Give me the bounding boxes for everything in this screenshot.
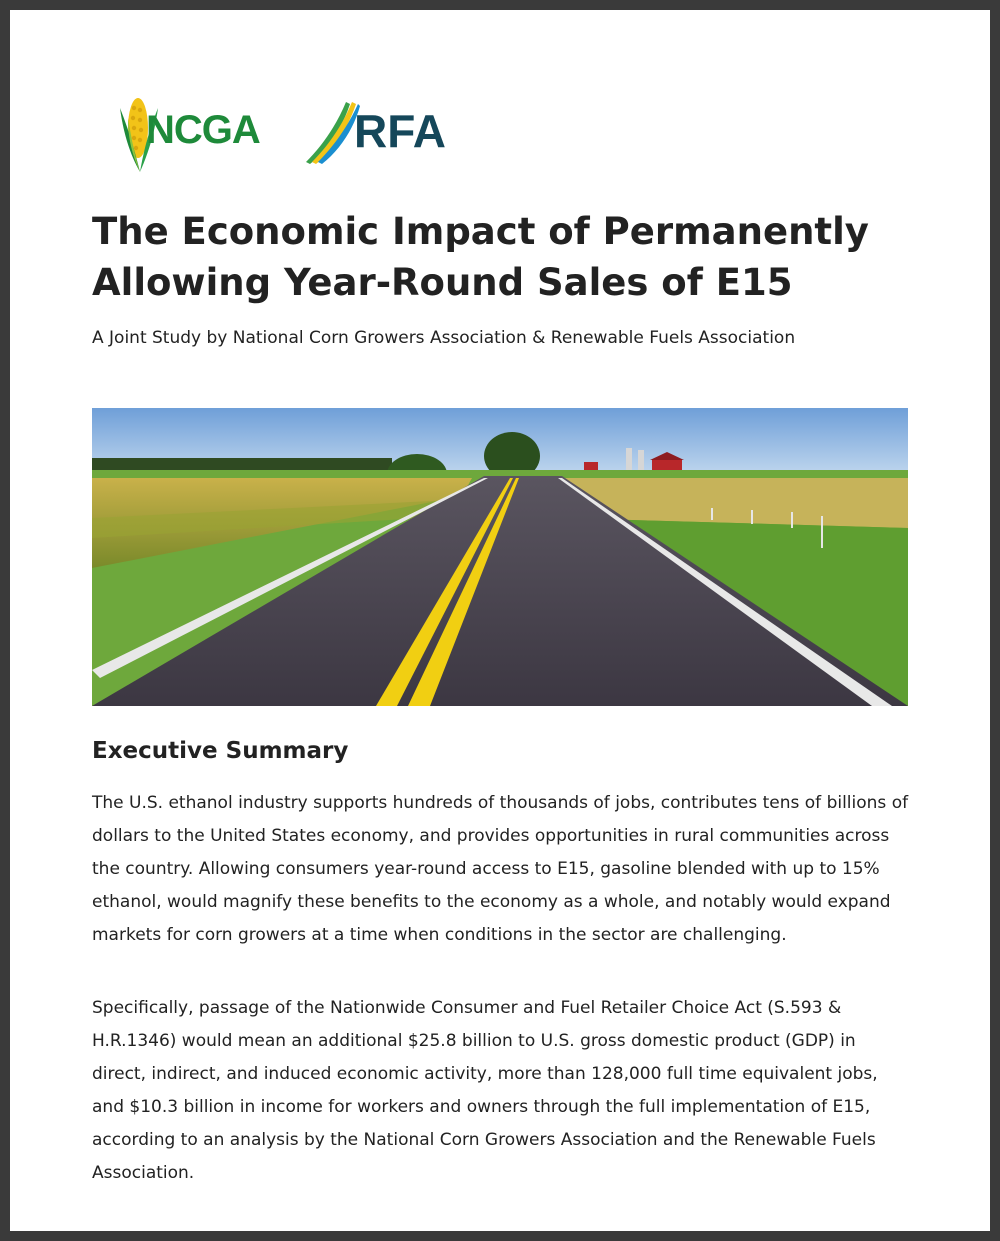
summary-paragraph-2: Specifically, passage of the Nationwide Consumer and Fuel Retailer Choice Act (S.593 & H.R.1346) would mean an additional $25.8 billion to U.S. gross domestic product (GDP) in direct, indirect, and induced economic activity, more than 128,000 full time equivalent jobs, and $10.3 billion in income for workers and owners through the full implementation of E15, according to an analysis by the National Corn Growers Association and the Renewable Fuels Association.: [92, 998, 878, 1183]
rfa-logo: [302, 96, 492, 166]
rural-road-photo-icon: [92, 408, 908, 706]
ncga-wordmark: NCGA: [146, 108, 260, 152]
summary-paragraph-1: The U.S. ethanol industry supports hundreds of thousands of jobs, contributes tens of billions of dollars to the United States economy, and provides opportunities in rural communities across the country. Allowing consumers year-round access to E15, gasoline blended with up to 15% ethanol, would magnify these benefits to the economy as a whole, and notably would expand markets for corn growers at a time when conditions in the sector are challenging.: [92, 793, 909, 945]
document-page: [10, 10, 990, 1231]
rfa-swoosh-icon: [302, 96, 362, 166]
document-title: The Economic Impact of Permanently Allowing Year-Round Sales of E15: [92, 210, 869, 304]
section-heading-executive-summary: Executive Summary: [92, 738, 349, 764]
rural-road-photo: [92, 408, 908, 706]
document-subtitle: A Joint Study by National Corn Growers Association & Renewable Fuels Association: [92, 328, 796, 348]
rfa-wordmark: RFA: [354, 105, 446, 157]
logo-row: [102, 86, 502, 182]
ncga-logo: [114, 88, 264, 178]
